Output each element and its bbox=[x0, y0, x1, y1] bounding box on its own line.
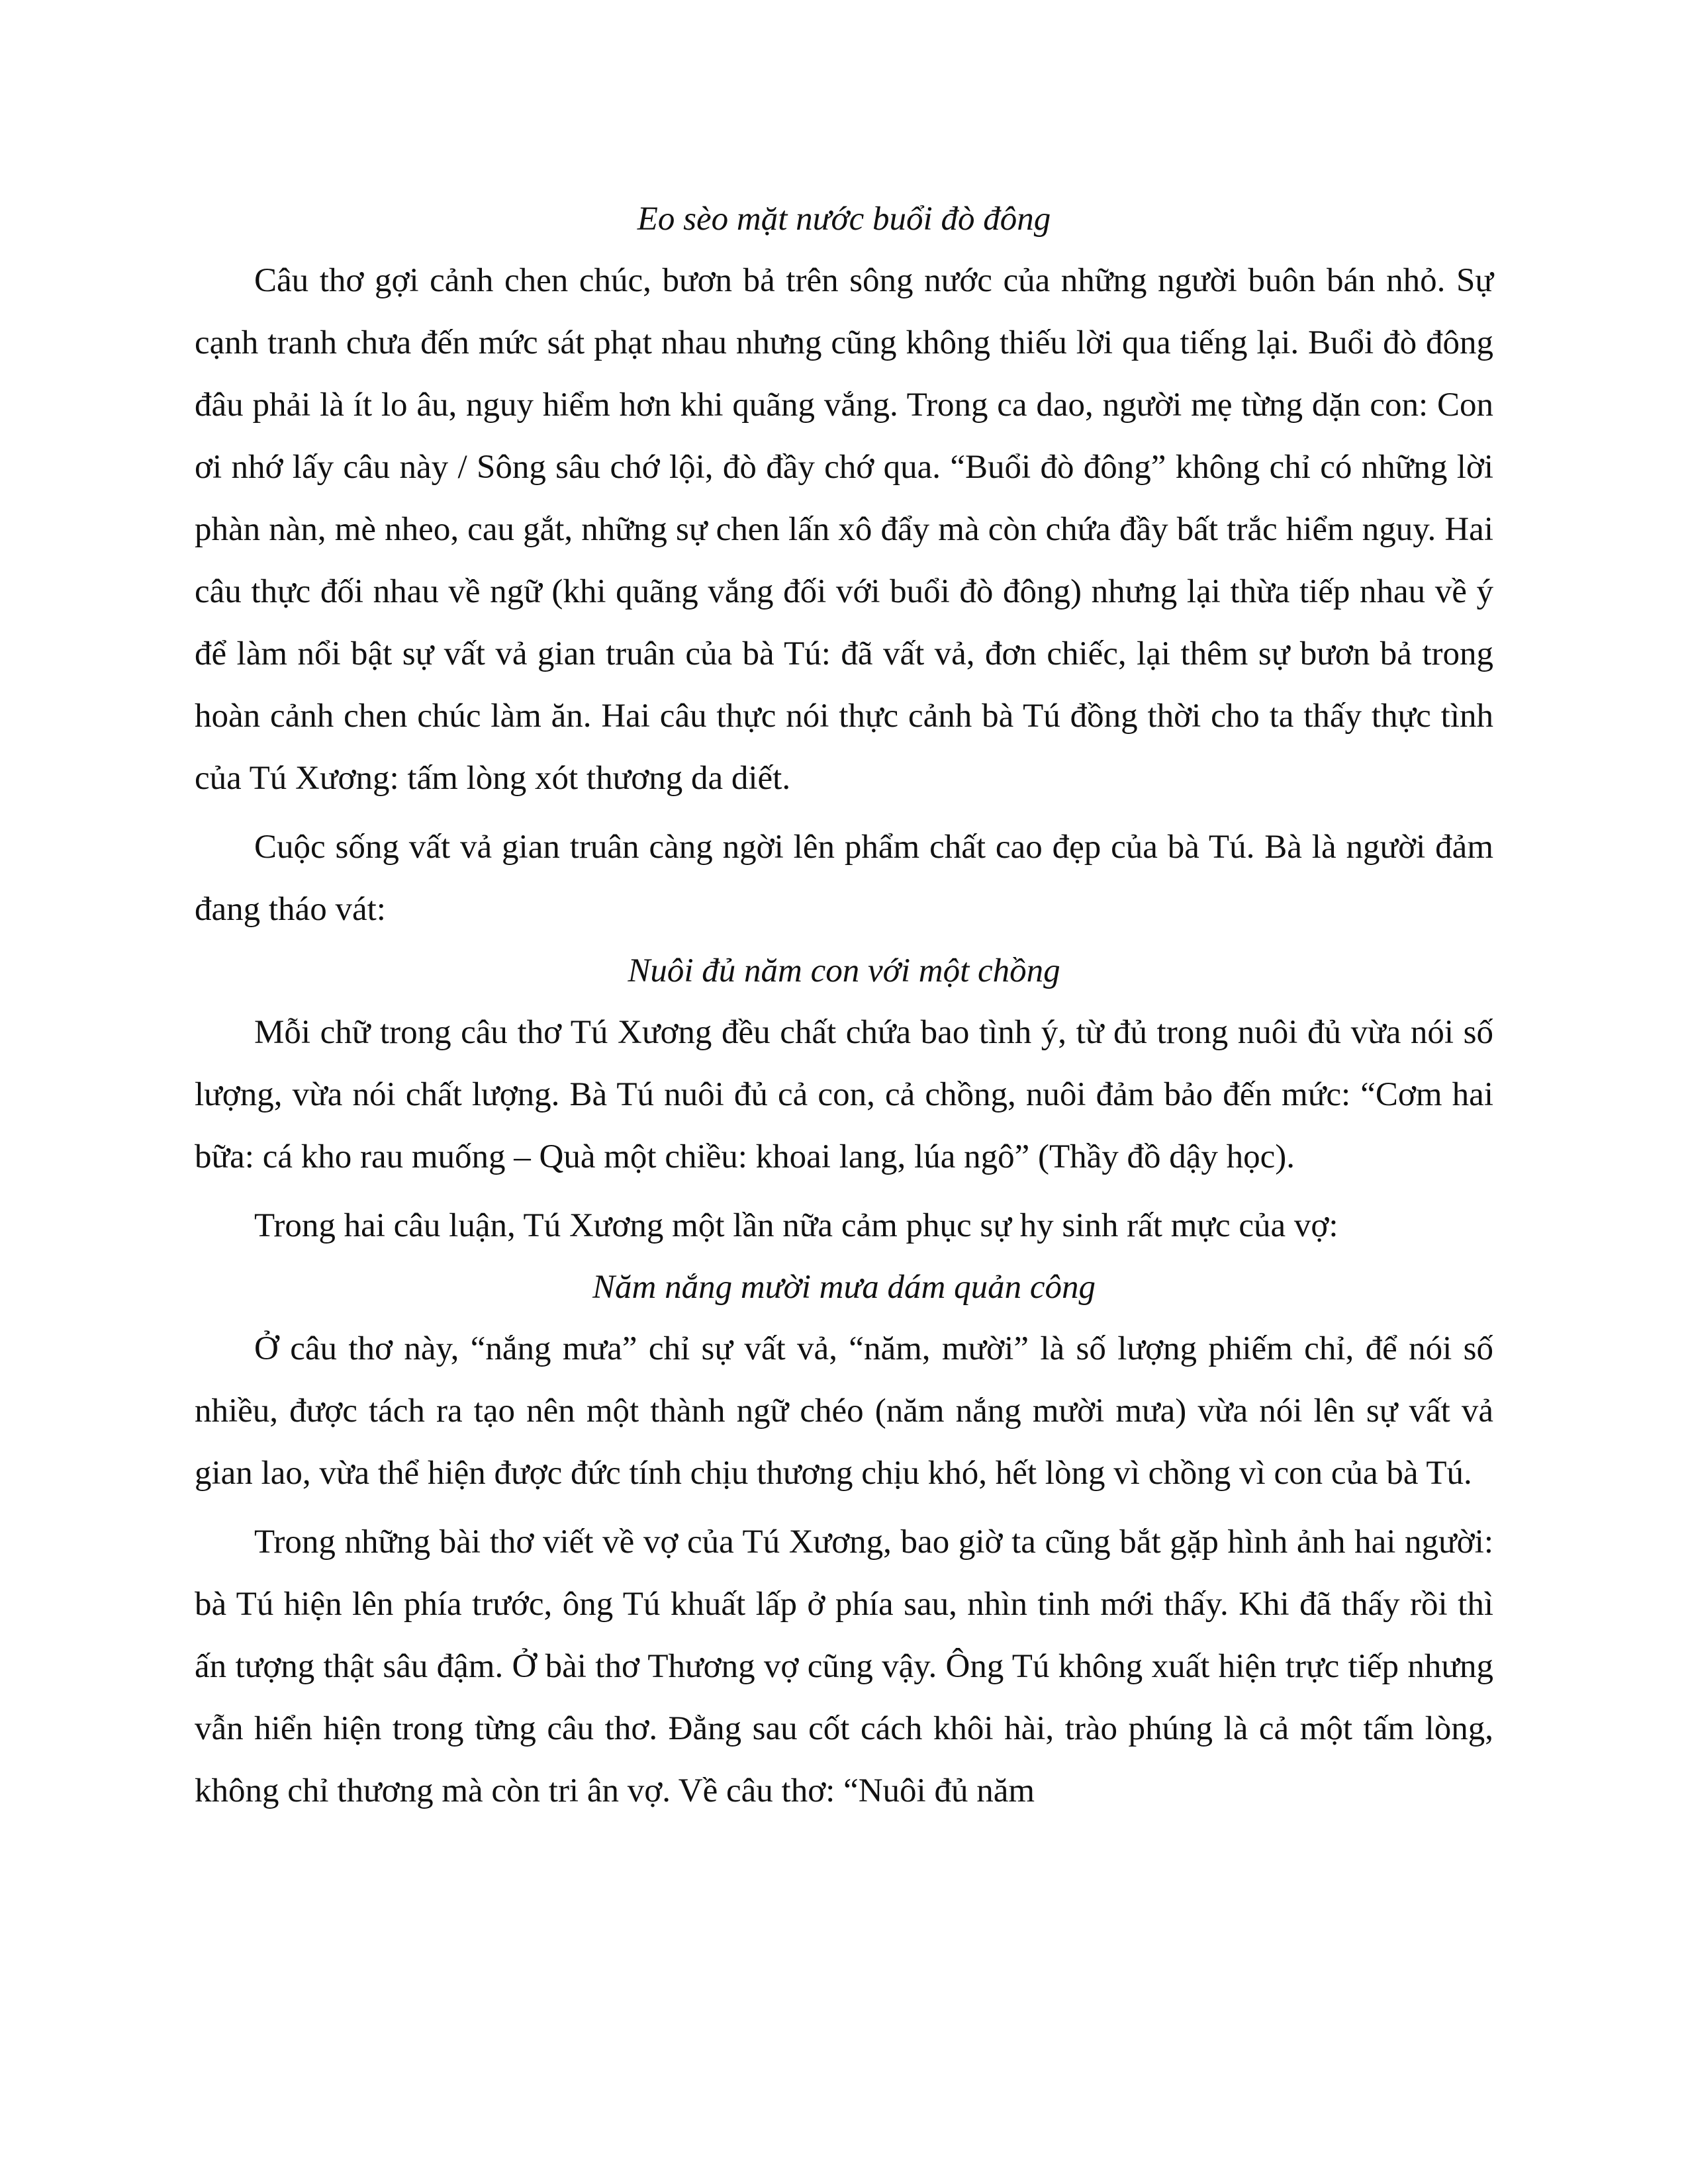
paragraph-1: Câu thơ gợi cảnh chen chúc, bươn bả trên sông nước của những người buôn bán nhỏ. Sự cạnh tranh chưa đến mức sát phạt nhau nhưng cũng không thiếu lời qua tiếng lại. Buổi đò đông đâu phải là ít lo âu, nguy hiểm hơn khi quãng vắng. Trong ca dao, người mẹ từng dặn con: Con ơi nhớ lấy câu này / Sông sâu chớ lội, đò đầy chớ qua. “Buổi đò đông” không chỉ có những lời phàn nàn, mè nheo, cau gắt, những sự chen lấn xô đẩy mà còn chứa đầy bất trắc hiểm nguy. Hai câu thực đối nhau về ngữ (khi quãng vắng đối với buổi đò đông) nhưng lại thừa tiếp nhau về ý để làm nổi bật sự vất vả gian truân của bà Tú: đã vất vả, đơn chiếc, lại thêm sự bươn bả trong hoàn cảnh chen chúc làm ăn. Hai câu thực nói thực cảnh bà Tú đồng thời cho ta thấy thực tình của Tú Xương: tấm lòng xót thương da diết. bbox=[195, 262, 1493, 797]
verse-line-2: Nuôi đủ năm con với một chồng bbox=[628, 952, 1060, 989]
paragraph-6: Trong những bài thơ viết về vợ của Tú Xương, bao giờ ta cũng bắt gặp hình ảnh hai người: bà Tú hiện lên phía trước, ông Tú khuất lấp ở phía sau, nhìn tinh mới thấy. Khi đã thấy rồi thì ấn tượng thật sâu đậm. Ở bài thơ Thương vợ cũng vậy. Ông Tú không xuất hiện trực tiếp nhưng vẫn hiển hiện trong từng câu thơ. Đằng sau cốt cách khôi hài, trào phúng là cả một tấm lòng, không chỉ thương mà còn tri ân vợ. Về câu thơ: “Nuôi đủ năm bbox=[195, 1524, 1493, 1809]
verse-line-1: Eo sèo mặt nước buổi đò đông bbox=[637, 201, 1051, 238]
paragraph-4: Trong hai câu luận, Tú Xương một lần nữa cảm phục sự hy sinh rất mực của vợ: bbox=[254, 1207, 1338, 1244]
spacer bbox=[195, 1504, 1493, 1511]
spacer bbox=[195, 809, 1493, 816]
paragraph-3: Mỗi chữ trong câu thơ Tú Xương đều chất chứa bao tình ý, từ đủ trong nuôi đủ vừa nói số lượng, vừa nói chất lượng. Bà Tú nuôi đủ cả con, cả chồng, nuôi đảm bảo đến mức: “Cơm hai bữa: cá kho rau muống – Quà một chiều: khoai lang, lúa ngô” (Thầy đồ dậy học). bbox=[195, 1014, 1493, 1175]
paragraph-2: Cuộc sống vất vả gian truân càng ngời lên phẩm chất cao đẹp của bà Tú. Bà là người đảm đang tháo vát: bbox=[195, 829, 1493, 928]
document-page bbox=[195, 189, 1493, 1822]
spacer bbox=[195, 1188, 1493, 1195]
paragraph-5: Ở câu thơ này, “nắng mưa” chỉ sự vất vả, “năm, mười” là số lượng phiếm chỉ, để nói số nhiều, được tách ra tạo nên một thành ngữ chéo (năm nắng mười mưa) vừa nói lên sự vất vả gian lao, vừa thể hiện được đức tính chịu thương chịu khó, hết lòng vì chồng vì con của bà Tú. bbox=[195, 1330, 1493, 1492]
verse-line-3: Năm nắng mười mưa dám quản công bbox=[592, 1269, 1096, 1306]
